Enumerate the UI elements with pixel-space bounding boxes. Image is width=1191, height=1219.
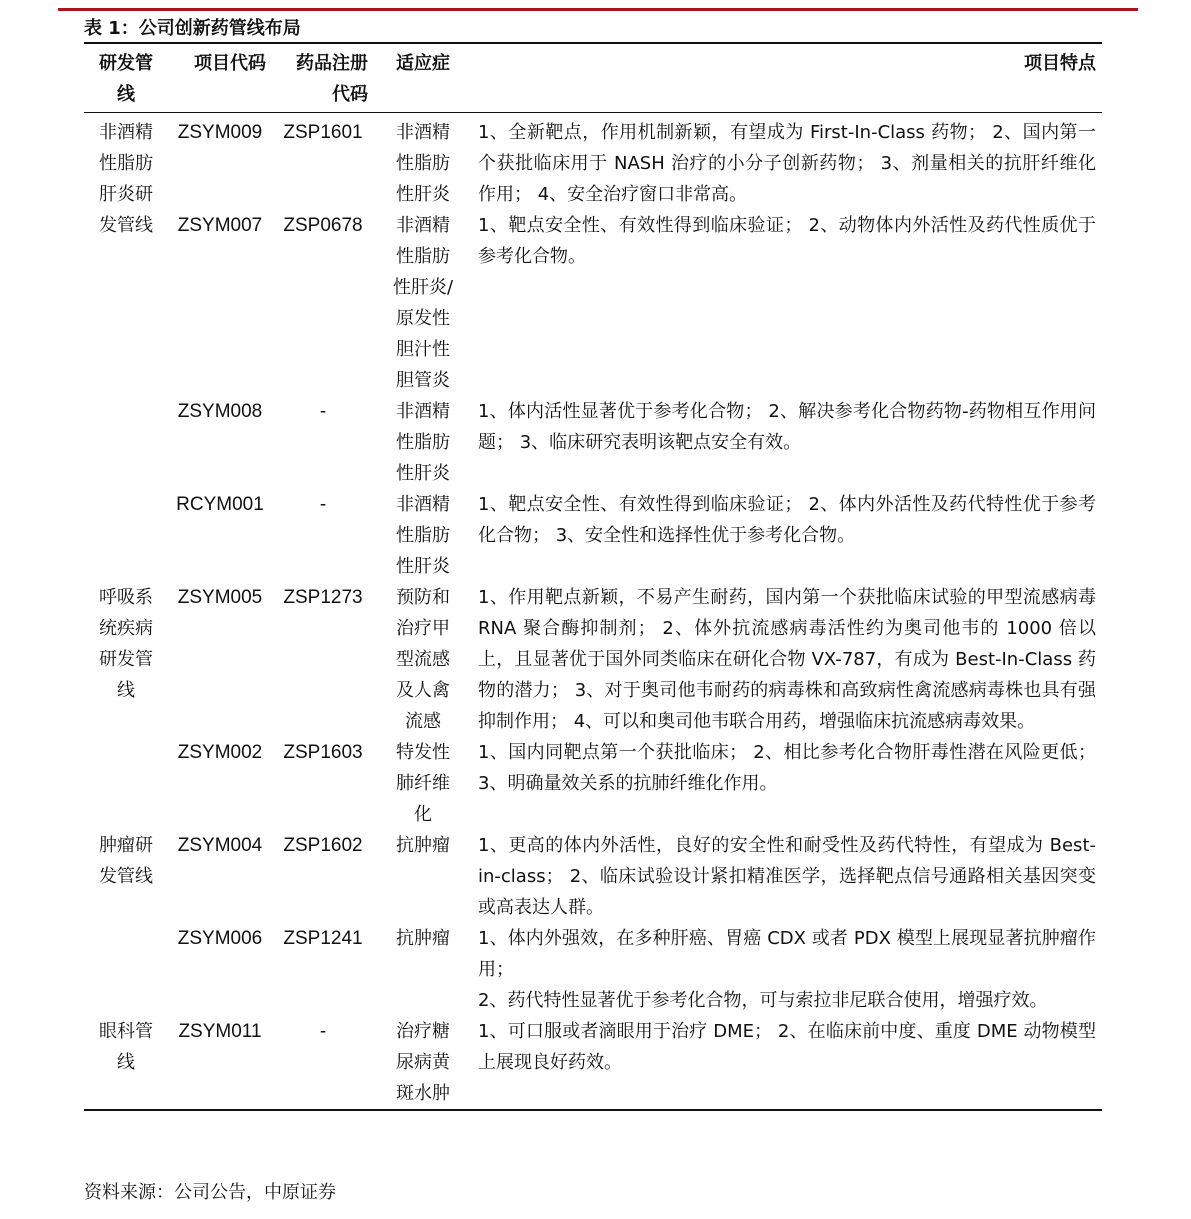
indication: 预防和治疗甲型流感及人禽流感	[396, 587, 450, 732]
indication: 抗肿瘤	[396, 835, 450, 856]
table-row	[84, 1016, 1102, 1110]
table-header-row	[84, 43, 1102, 113]
table-row	[84, 737, 1102, 830]
pipeline-name: 呼吸系统疾病研发管线	[99, 587, 153, 701]
registration-code: ZSP1241	[283, 928, 363, 949]
pipeline-name: 眼科管线	[84, 1016, 168, 1110]
project-code: ZSYM011	[168, 1016, 272, 1110]
project-code: ZSYM008	[177, 401, 263, 422]
header-reg: 药品注册代码	[272, 43, 374, 113]
project-code: ZSYM004	[177, 835, 263, 856]
registration-code: ZSP1273	[283, 587, 363, 608]
indication: 特发性肺纤维化	[396, 742, 450, 825]
header-line: 研发管线	[84, 43, 168, 113]
header-code: 项目代码	[168, 43, 272, 113]
project-code: ZSYM009	[177, 122, 263, 143]
registration-code: ZSP0678	[283, 215, 363, 236]
registration-code: -	[319, 494, 327, 515]
table-row	[84, 113, 1102, 211]
features: 1、体内活性显著优于参考化合物； 2、解决参考化合物药物-药物相互作用问题； 3、临床研究表明该靶点安全有效。	[478, 401, 1096, 453]
table-title: 表 1：公司创新药管线布局	[84, 18, 301, 39]
registration-code: -	[319, 401, 327, 422]
table-row	[84, 830, 1102, 923]
header-indication: 适应症	[374, 43, 472, 113]
header-features: 项目特点	[472, 43, 1102, 113]
features: 1、更高的体内外活性，良好的安全性和耐受性及药代特性，有望成为 Best-in-class； 2、临床试验设计紧扣精准医学，选择靶点信号通路相关基因突变或高表达人群。	[478, 835, 1096, 918]
indication: 非酒精性脂肪性肝炎	[396, 401, 450, 484]
pipeline-table	[84, 42, 1102, 1111]
table-row	[84, 489, 1102, 582]
project-code: ZSYM002	[177, 742, 263, 763]
features: 1、可口服或者滴眼用于治疗 DME； 2、在临床前中度、重度 DME 动物模型上展现良好药效。	[472, 1016, 1102, 1110]
registration-code: ZSP1601	[283, 122, 363, 143]
features: 1、靶点安全性、有效性得到临床验证； 2、体内外活性及药代特性优于参考化合物； 3、安全性和选择性优于参考化合物。	[478, 494, 1096, 546]
features: 1、体内外强效，在多种肝癌、胃癌 CDX 或者 PDX 模型上展现显著抗肿瘤作用； 2、药代特性显著优于参考化合物，可与索拉非尼联合使用，增强疗效。	[478, 928, 1096, 1011]
features: 1、靶点安全性、有效性得到临床验证； 2、动物体内外活性及药代性质优于参考化合物。	[478, 215, 1096, 267]
project-code: ZSYM005	[177, 587, 263, 608]
features: 1、作用靶点新颖，不易产生耐药，国内第一个获批临床试验的甲型流感病毒 RNA 聚合酶抑制剂； 2、体外抗流感病毒活性约为奥司他韦的 1000 倍以上，且显著优于国外同类临床在研化合物 VX-787，有成为 Best-In-Class 药物的潜力； 3、对于奥司他韦耐药的病毒株和高致病性禽流感病毒株也具有强抑制作用； 4、可以和奥司他韦联合用药，增强临床抗流感病毒效果。	[478, 587, 1096, 732]
project-code: ZSYM006	[177, 928, 263, 949]
source-note: 资料来源：公司公告，中原证券	[84, 1182, 336, 1203]
table-row	[84, 396, 1102, 489]
registration-code: -	[272, 1016, 374, 1110]
features: 1、全新靶点，作用机制新颖，有望成为 First-In-Class 药物； 2、国内第一个获批临床用于 NASH 治疗的小分子创新药物； 3、剂量相关的抗肝纤维化作用； 4、安全治疗窗口非常高。	[478, 122, 1096, 205]
project-code: ZSYM007	[177, 215, 263, 236]
pipeline-name: 非酒精性脂肪肝炎研发管线	[99, 122, 153, 236]
table-row	[84, 923, 1102, 1016]
header-rule	[58, 8, 1138, 11]
indication: 抗肿瘤	[396, 928, 450, 949]
indication: 非酒精性脂肪性肝炎	[396, 494, 450, 577]
registration-code: ZSP1603	[283, 742, 363, 763]
pipeline-name: 肿瘤研发管线	[99, 835, 153, 887]
table-row	[84, 582, 1102, 737]
features: 1、国内同靶点第一个获批临床； 2、相比参考化合物肝毒性潜在风险更低； 3、明确量效关系的抗肺纤维化作用。	[478, 742, 1096, 794]
indication: 非酒精性脂肪性肝炎	[396, 122, 450, 205]
registration-code: ZSP1602	[283, 835, 363, 856]
table-row	[84, 210, 1102, 396]
indication: 非酒精性脂肪性肝炎/原发性胆汁性胆管炎	[392, 215, 454, 391]
project-code: RCYM001	[176, 494, 264, 515]
indication: 治疗糖尿病黄斑水肿	[374, 1016, 472, 1110]
